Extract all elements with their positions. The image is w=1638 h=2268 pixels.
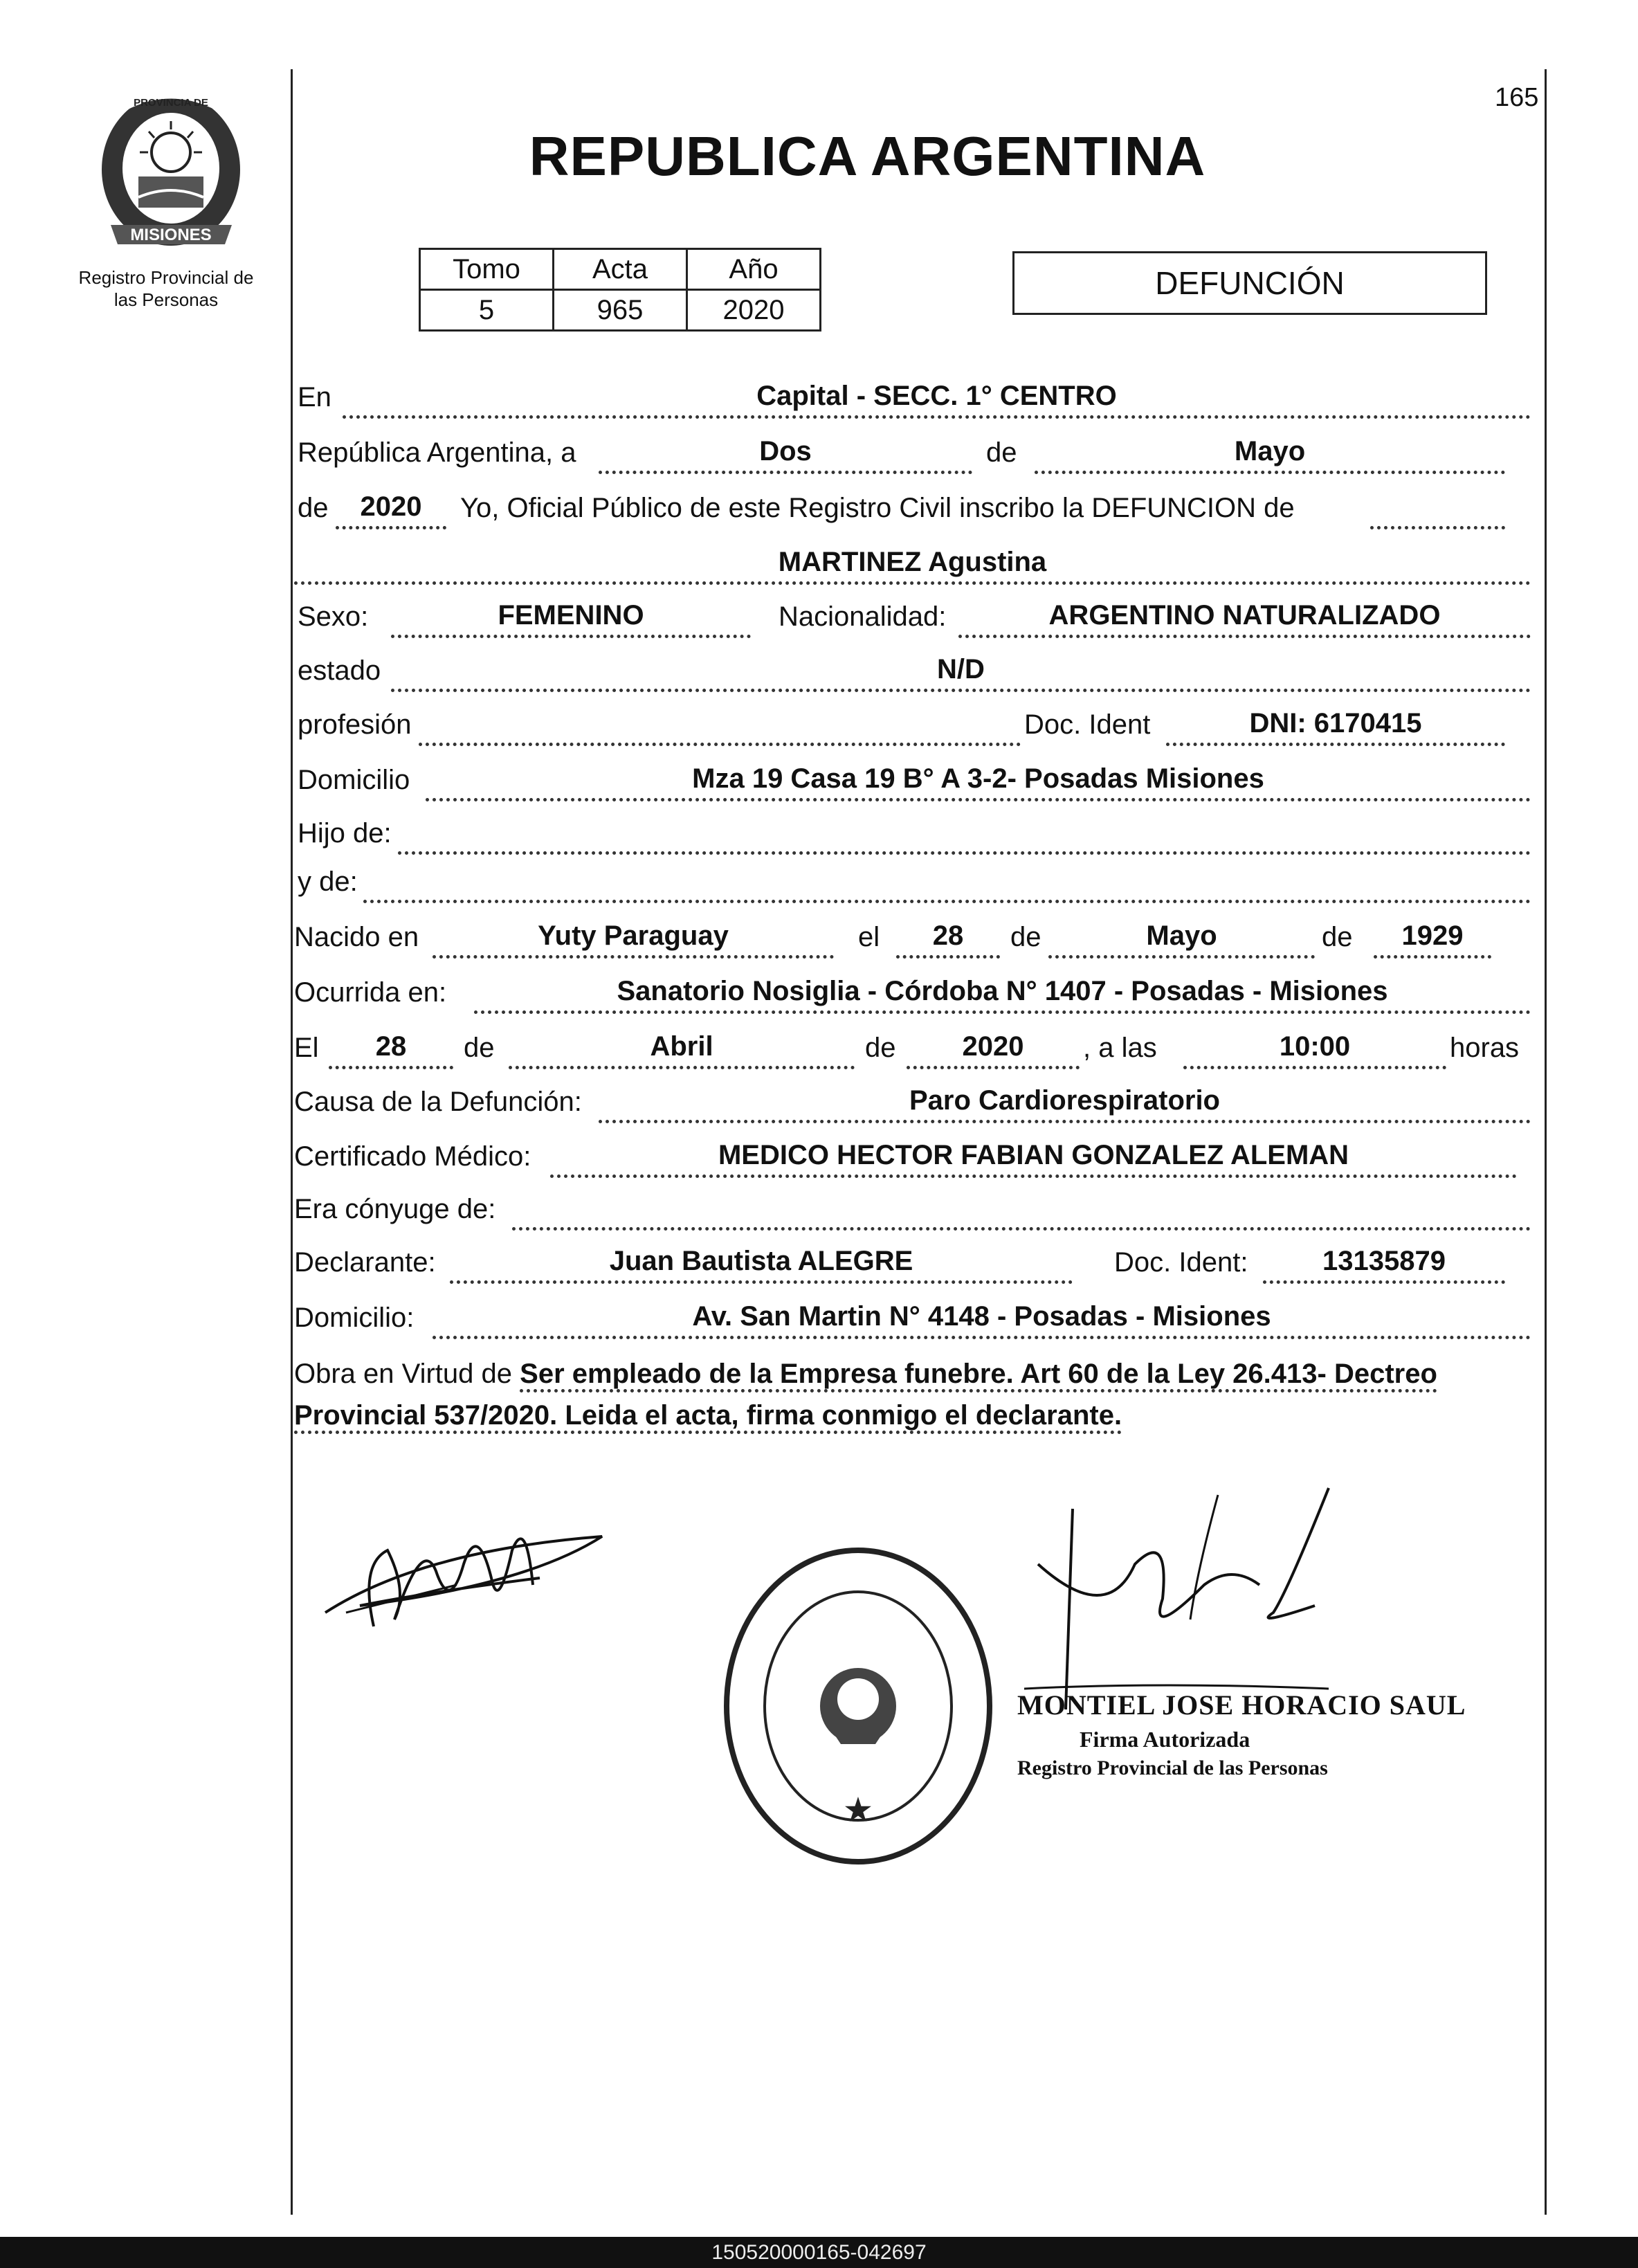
sexo-field: FEMENINO <box>391 596 751 638</box>
en-field: Capital - SECC. 1° CENTRO <box>343 377 1531 419</box>
estado-field: N/D <box>391 650 1531 692</box>
obra-section <box>294 1353 1540 1436</box>
ocurrida-label: Ocurrida en: <box>294 977 447 1008</box>
decl-doc-field: 13135879 <box>1263 1242 1505 1284</box>
year-prefix-label: de <box>298 493 329 523</box>
emblem-text-bottom: MISIONES <box>130 226 212 244</box>
row-causa <box>294 1082 1531 1130</box>
nacionalidad-field: ARGENTINO NATURALIZADO <box>958 596 1531 638</box>
row-domicilio <box>294 760 1531 808</box>
record-header-tomo: Tomo <box>420 249 554 290</box>
row-anio <box>294 488 1531 536</box>
row-fecha <box>294 433 1531 481</box>
record-type-box: DEFUNCIÓN <box>1012 251 1487 315</box>
record-table-header-row <box>420 249 821 290</box>
row-decl-domicilio <box>294 1298 1531 1346</box>
birth-year-field: 1929 <box>1374 916 1491 959</box>
row-certificado <box>294 1136 1531 1185</box>
registry-name-line1: Registro Provincial de <box>78 267 254 288</box>
row-en <box>294 377 1531 426</box>
left-margin-line <box>291 69 293 2215</box>
yde-label: y de: <box>298 867 358 897</box>
footer-barcode-text: 150520000165-042697 <box>0 2237 1638 2268</box>
obra-label: Obra en Virtud de <box>294 1359 513 1389</box>
nacionalidad-label: Nacionalidad: <box>779 601 947 632</box>
domicilio-label: Domicilio <box>298 765 410 795</box>
statement-text: Yo, Oficial Público de este Registro Civil inscribo la DEFUNCION de <box>460 493 1295 523</box>
declarante-field: Juan Bautista ALEGRE <box>450 1242 1073 1284</box>
death-de2-label: de <box>865 1033 896 1063</box>
page-number: 165 <box>1495 83 1539 112</box>
record-value-anio: 2020 <box>687 290 821 331</box>
row-nacido <box>294 917 1531 965</box>
profesion-label: profesión <box>298 709 412 740</box>
horas-label: horas <box>1450 1033 1520 1063</box>
row-hijo <box>294 813 1531 862</box>
registry-name-line2: las Personas <box>113 289 219 310</box>
death-year-field: 2020 <box>907 1027 1080 1069</box>
decl-doc-label: Doc. Ident: <box>1114 1247 1248 1278</box>
deceased-name-field: MARTINEZ Agustina <box>294 543 1531 585</box>
declarante-label: Declarante: <box>294 1247 436 1278</box>
row-sexo <box>294 597 1531 645</box>
en-label: En <box>298 382 331 412</box>
birth-el-label: el <box>858 922 880 952</box>
emblem-text-top: PROVINCIA DE <box>134 97 208 109</box>
authority-block <box>1017 1689 1466 1780</box>
row-ocurrida <box>294 972 1531 1021</box>
row-estado <box>294 651 1531 699</box>
record-table <box>419 248 821 332</box>
hijo-field <box>398 813 1531 855</box>
estado-label: estado <box>298 655 381 686</box>
death-month-field: Abril <box>509 1027 855 1069</box>
yde-field <box>363 861 1531 903</box>
year-field: 2020 <box>336 487 446 529</box>
causa-label: Causa de la Defunción: <box>294 1087 582 1117</box>
authority-name: MONTIEL JOSE HORACIO SAUL <box>1017 1689 1466 1721</box>
record-header-acta: Acta <box>554 249 687 290</box>
row-fecha-defuncion <box>294 1028 1531 1076</box>
row-conyuge <box>294 1189 1531 1237</box>
row-declarante <box>294 1242 1531 1291</box>
decl-dom-field: Av. San Martin N° 4148 - Posadas - Misiones <box>433 1297 1531 1339</box>
de-label: de <box>986 437 1017 468</box>
authority-title: Firma Autorizada <box>1080 1727 1250 1752</box>
birth-de1-label: de <box>1010 922 1041 952</box>
alas-label: , a las <box>1083 1033 1157 1063</box>
record-header-anio: Año <box>687 249 821 290</box>
decl-dom-label: Domicilio: <box>294 1303 415 1333</box>
right-margin-line <box>1545 69 1547 2215</box>
row-yde <box>294 862 1531 910</box>
republica-label: República Argentina, a <box>298 437 576 468</box>
provincia-de-misiones-seal-icon <box>97 87 246 249</box>
row-profesion <box>294 705 1531 753</box>
ocurrida-field: Sanatorio Nosiglia - Córdoba N° 1407 - Posadas - Misiones <box>474 972 1531 1014</box>
day-field: Dos <box>599 432 972 474</box>
domicilio-field: Mza 19 Casa 19 B° A 3-2- Posadas Misiones <box>426 759 1531 801</box>
certificado-label: Certificado Médico: <box>294 1141 531 1172</box>
month-field: Mayo <box>1035 432 1505 474</box>
conyuge-field <box>512 1188 1531 1231</box>
death-de1-label: de <box>464 1033 495 1063</box>
sexo-label: Sexo: <box>298 601 369 632</box>
row-nombre <box>294 543 1531 592</box>
doc-ident-label: Doc. Ident <box>1024 709 1151 740</box>
death-day-field: 28 <box>329 1027 453 1069</box>
nacido-field: Yuty Paraguay <box>433 916 834 959</box>
birth-day-field: 28 <box>896 916 1000 959</box>
registry-stamp <box>720 1543 997 1869</box>
certificado-field: MEDICO HECTOR FABIAN GONZALEZ ALEMAN <box>550 1136 1517 1178</box>
obra-field: Ser empleado de la Empresa funebre. Art 60 de la Ley 26.413- Dectreo Provincial 537/2020. Leida el acta, firma conmigo el declarante. <box>294 1359 1437 1434</box>
record-value-tomo: 5 <box>420 290 554 331</box>
record-value-acta: 965 <box>554 290 687 331</box>
official-signature <box>1024 1481 1370 1709</box>
record-table-value-row <box>420 290 821 331</box>
birth-month-field: Mayo <box>1048 916 1315 959</box>
nacido-label: Nacido en <box>294 922 419 952</box>
declarante-signature <box>318 1509 609 1640</box>
stamp-star-icon: ★ <box>844 1793 872 1827</box>
authority-registry: Registro Provincial de las Personas <box>1017 1757 1328 1779</box>
conyuge-label: Era cónyuge de: <box>294 1194 496 1224</box>
birth-de2-label: de <box>1322 922 1353 952</box>
statement-blank <box>1370 487 1505 529</box>
doc-ident-field: DNI: 6170415 <box>1166 704 1505 746</box>
profesion-field <box>419 704 1021 746</box>
causa-field: Paro Cardiorespiratorio <box>599 1081 1531 1123</box>
page-title: REPUBLICA ARGENTINA <box>529 125 1206 187</box>
hijo-label: Hijo de: <box>298 818 392 849</box>
death-el-label: El <box>294 1033 319 1063</box>
death-time-field: 10:00 <box>1183 1027 1446 1069</box>
registry-name <box>55 266 277 311</box>
